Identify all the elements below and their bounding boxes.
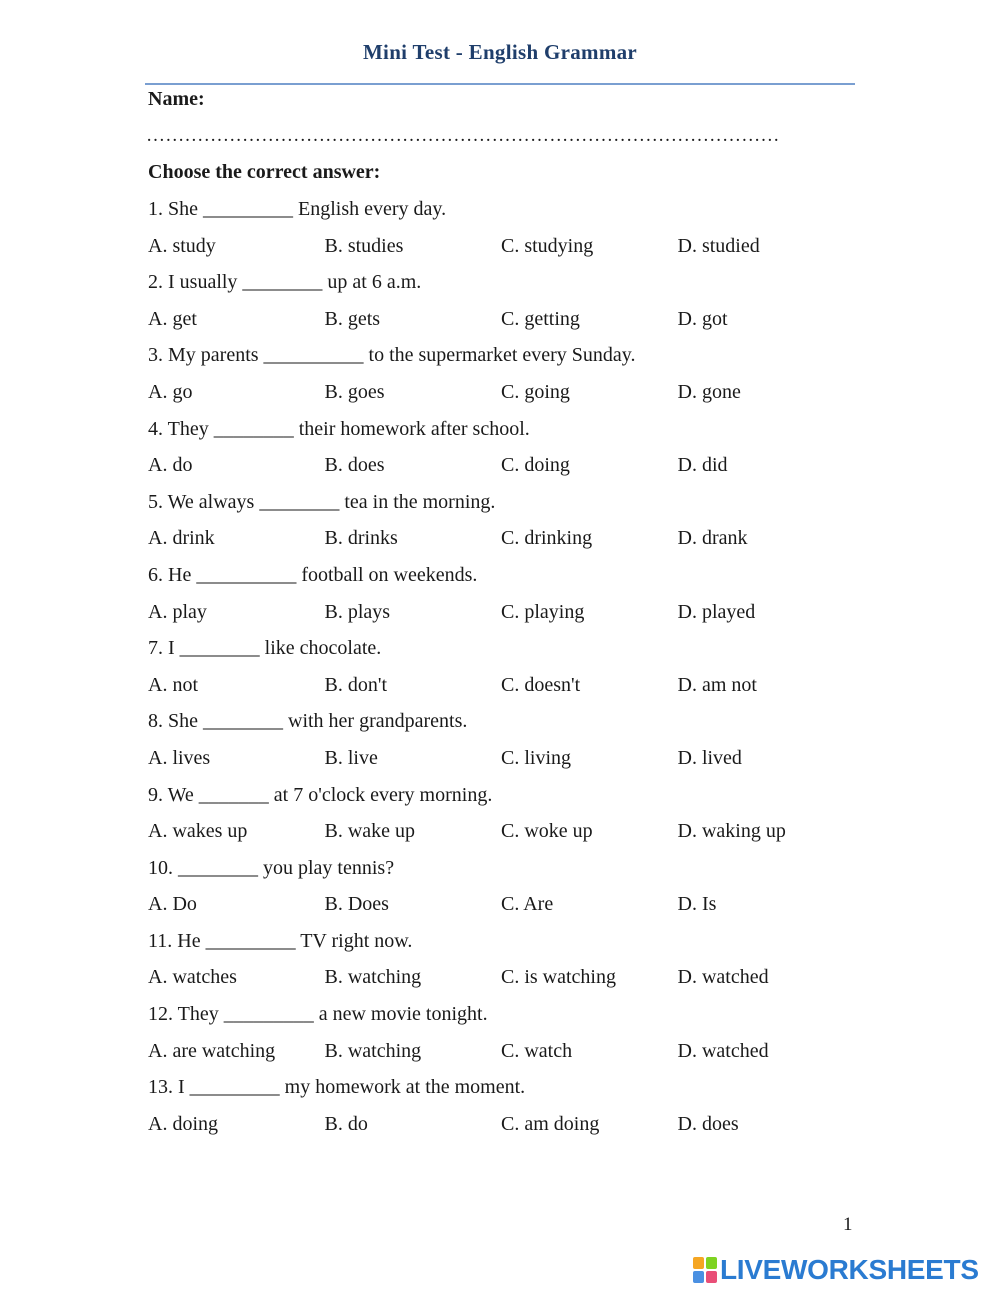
answer-option[interactable]: D. am not xyxy=(677,673,757,696)
answer-option[interactable]: A. play xyxy=(148,600,207,623)
answer-option[interactable]: B. studies xyxy=(324,234,404,257)
answer-option[interactable]: A. watches xyxy=(148,966,237,989)
logo-text: LIVEWORKSHEETS xyxy=(720,1254,979,1285)
question-item xyxy=(148,777,858,850)
answer-option[interactable]: B. don't xyxy=(324,673,387,696)
answer-option[interactable]: A. go xyxy=(148,380,193,403)
answer-option[interactable]: C. Are xyxy=(501,893,554,916)
answer-option[interactable]: D. got xyxy=(677,307,728,330)
answer-option[interactable]: D. watched xyxy=(677,966,769,989)
question-text: 13. I _________ my homework at the moment. xyxy=(148,1076,526,1099)
question-text: 10. ________ you play tennis? xyxy=(148,856,395,879)
question-list xyxy=(148,191,858,1142)
answer-option[interactable]: C. is watching xyxy=(501,966,616,989)
answer-options xyxy=(148,374,858,411)
answer-option[interactable]: C. studying xyxy=(501,234,594,257)
question-text: 2. I usually ________ up at 6 a.m. xyxy=(148,271,422,294)
answer-option[interactable]: D. does xyxy=(677,1112,739,1135)
name-label: Name: xyxy=(148,88,205,110)
answer-option[interactable]: A. study xyxy=(148,234,216,257)
instruction-heading: Choose the correct answer: xyxy=(148,161,381,183)
answer-options xyxy=(148,520,858,557)
question-text: 11. He _________ TV right now. xyxy=(148,929,413,952)
answer-option[interactable]: A. Do xyxy=(148,893,197,916)
question-text: 3. My parents __________ to the supermarket every Sunday. xyxy=(148,344,636,367)
question-item xyxy=(148,191,858,264)
answer-options xyxy=(148,740,858,777)
answer-option[interactable]: B. wake up xyxy=(324,820,416,843)
question-text: 1. She _________ English every day. xyxy=(148,198,447,220)
question-text: 6. He __________ football on weekends. xyxy=(148,563,478,586)
answer-options xyxy=(148,301,858,338)
answer-options xyxy=(148,228,858,265)
answer-options xyxy=(148,1106,858,1143)
answer-option[interactable]: B. does xyxy=(324,454,385,477)
answer-option[interactable]: C. doesn't xyxy=(501,673,581,696)
answer-option[interactable]: C. am doing xyxy=(501,1112,600,1135)
answer-option[interactable]: A. lives xyxy=(148,746,211,769)
answer-option[interactable]: B. plays xyxy=(324,600,391,623)
answer-option[interactable]: A. do xyxy=(148,454,193,477)
answer-option[interactable]: C. getting xyxy=(501,307,580,330)
question-item xyxy=(148,923,858,996)
name-field[interactable]: ……………………………………………………………………………………… xyxy=(146,125,780,146)
question-item xyxy=(148,484,858,557)
answer-options xyxy=(148,959,858,996)
question-text: 8. She ________ with her grandparents. xyxy=(148,710,468,733)
answer-options xyxy=(148,1033,858,1070)
answer-option[interactable]: C. living xyxy=(501,746,572,769)
answer-option[interactable]: A. not xyxy=(148,673,198,696)
question-text: 7. I ________ like chocolate. xyxy=(148,637,382,660)
question-item xyxy=(148,264,858,337)
answer-option[interactable]: D. lived xyxy=(677,746,742,769)
question-item xyxy=(148,703,858,776)
liveworksheets-logo xyxy=(693,1254,979,1286)
answer-option[interactable]: C. watch xyxy=(501,1039,573,1062)
question-text: 5. We always ________ tea in the morning. xyxy=(148,490,496,513)
answer-option[interactable]: D. gone xyxy=(677,380,741,403)
answer-options xyxy=(148,813,858,850)
answer-option[interactable]: B. watching xyxy=(324,966,422,989)
answer-option[interactable]: D. waking up xyxy=(677,820,786,843)
question-item xyxy=(148,1069,858,1142)
answer-option[interactable]: B. Does xyxy=(324,893,389,916)
logo-mark-icon xyxy=(693,1257,717,1283)
answer-option[interactable]: A. are watching xyxy=(148,1039,276,1062)
question-item xyxy=(148,411,858,484)
question-text: 4. They ________ their homework after school. xyxy=(148,417,530,440)
answer-option[interactable]: A. drink xyxy=(148,527,215,550)
question-text: 9. We _______ at 7 o'clock every morning. xyxy=(148,783,493,806)
answer-option[interactable]: B. watching xyxy=(324,1039,422,1062)
question-item xyxy=(148,850,858,923)
answer-option[interactable]: D. drank xyxy=(677,527,748,550)
question-item xyxy=(148,557,858,630)
answer-option[interactable]: C. going xyxy=(501,380,570,403)
page-number: 1 xyxy=(843,1214,853,1235)
answer-option[interactable]: B. goes xyxy=(324,380,385,403)
answer-option[interactable]: D. Is xyxy=(677,893,717,916)
answer-options xyxy=(148,667,858,704)
page-title: Mini Test - English Grammar xyxy=(362,40,638,64)
answer-option[interactable]: D. did xyxy=(677,454,728,477)
question-item xyxy=(148,996,858,1069)
answer-option[interactable]: A. doing xyxy=(148,1112,218,1135)
answer-option[interactable]: B. live xyxy=(324,746,378,769)
answer-option[interactable]: B. do xyxy=(324,1112,368,1135)
answer-option[interactable]: B. gets xyxy=(324,307,381,330)
answer-option[interactable]: D. watched xyxy=(677,1039,769,1062)
answer-option[interactable]: B. drinks xyxy=(324,527,398,550)
question-item xyxy=(148,630,858,703)
answer-option[interactable]: D. played xyxy=(677,600,756,623)
answer-options xyxy=(148,594,858,631)
question-item xyxy=(148,337,858,410)
answer-option[interactable]: A. wakes up xyxy=(148,820,248,843)
answer-options xyxy=(148,447,858,484)
answer-option[interactable]: A. get xyxy=(148,307,197,330)
title-divider xyxy=(145,83,855,85)
answer-option[interactable]: C. doing xyxy=(501,454,570,477)
answer-option[interactable]: C. drinking xyxy=(501,527,593,550)
answer-option[interactable]: C. playing xyxy=(501,600,585,623)
answer-option[interactable]: C. woke up xyxy=(501,820,593,843)
answer-option[interactable]: D. studied xyxy=(677,234,760,257)
answer-options xyxy=(148,886,858,923)
question-text: 12. They _________ a new movie tonight. xyxy=(148,1003,488,1026)
